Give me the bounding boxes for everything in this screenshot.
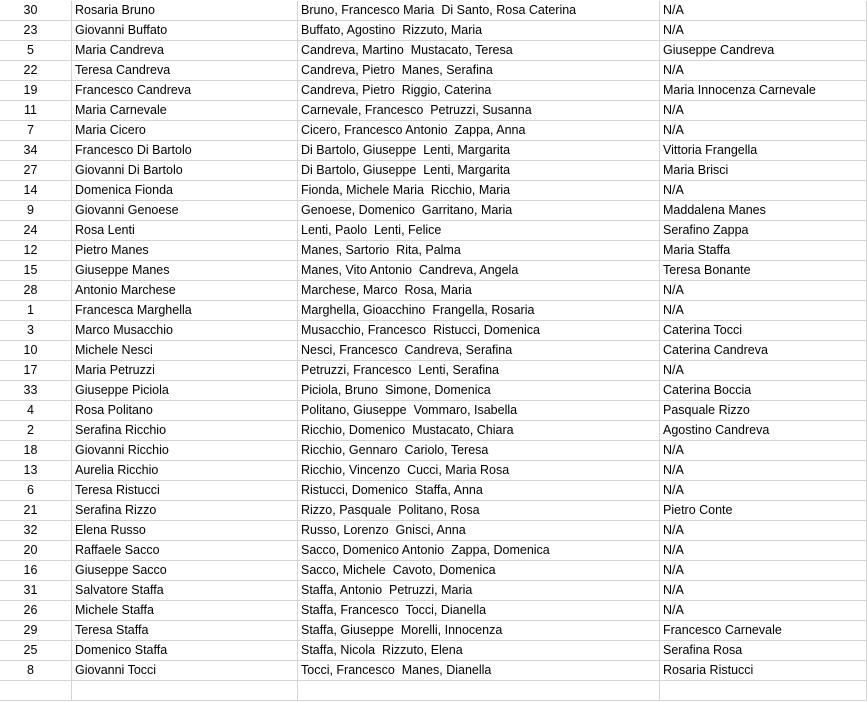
name-cell[interactable]: Teresa Ristucci [72, 481, 298, 501]
spouse-cell[interactable]: N/A [660, 181, 867, 201]
id-cell[interactable]: 17 [0, 361, 72, 381]
parents-cell[interactable]: Russo, Lorenzo Gnisci, Anna [298, 521, 660, 541]
name-cell[interactable]: Maria Cicero [72, 121, 298, 141]
empty-cell[interactable] [0, 681, 72, 701]
spouse-cell[interactable]: Francesco Carnevale [660, 621, 867, 641]
spouse-cell[interactable]: Pasquale Rizzo [660, 401, 867, 421]
parents-cell[interactable]: Genoese, Domenico Garritano, Maria [298, 201, 660, 221]
id-cell[interactable]: 10 [0, 341, 72, 361]
spouse-cell[interactable]: Rosaria Ristucci [660, 661, 867, 681]
id-cell[interactable]: 33 [0, 381, 72, 401]
spouse-cell[interactable]: Maria Innocenza Carnevale [660, 81, 867, 101]
parents-cell[interactable]: Bruno, Francesco Maria Di Santo, Rosa Caterina [298, 1, 660, 21]
spouse-cell[interactable]: Maria Staffa [660, 241, 867, 261]
id-cell[interactable]: 3 [0, 321, 72, 341]
name-cell[interactable]: Antonio Marchese [72, 281, 298, 301]
spouse-cell[interactable]: N/A [660, 601, 867, 621]
spouse-cell[interactable]: N/A [660, 1, 867, 21]
empty-cell[interactable] [298, 681, 660, 701]
parents-cell[interactable]: Staffa, Nicola Rizzuto, Elena [298, 641, 660, 661]
name-cell[interactable]: Rosaria Bruno [72, 1, 298, 21]
parents-cell[interactable]: Rizzo, Pasquale Politano, Rosa [298, 501, 660, 521]
id-cell[interactable]: 29 [0, 621, 72, 641]
parents-cell[interactable]: Di Bartolo, Giuseppe Lenti, Margarita [298, 161, 660, 181]
name-cell[interactable]: Maria Petruzzi [72, 361, 298, 381]
spouse-cell[interactable]: N/A [660, 101, 867, 121]
spouse-cell[interactable]: Serafino Zappa [660, 221, 867, 241]
spouse-cell[interactable]: Vittoria Frangella [660, 141, 867, 161]
spouse-cell[interactable]: N/A [660, 481, 867, 501]
id-cell[interactable]: 19 [0, 81, 72, 101]
parents-cell[interactable]: Musacchio, Francesco Ristucci, Domenica [298, 321, 660, 341]
id-cell[interactable]: 1 [0, 301, 72, 321]
id-cell[interactable]: 24 [0, 221, 72, 241]
id-cell[interactable]: 23 [0, 21, 72, 41]
spouse-cell[interactable]: Giuseppe Candreva [660, 41, 867, 61]
name-cell[interactable]: Teresa Staffa [72, 621, 298, 641]
spouse-cell[interactable]: Caterina Boccia [660, 381, 867, 401]
name-cell[interactable]: Rosa Politano [72, 401, 298, 421]
name-cell[interactable]: Michele Nesci [72, 341, 298, 361]
parents-cell[interactable]: Ricchio, Domenico Mustacato, Chiara [298, 421, 660, 441]
spouse-cell[interactable]: N/A [660, 441, 867, 461]
id-cell[interactable]: 28 [0, 281, 72, 301]
id-cell[interactable]: 26 [0, 601, 72, 621]
spouse-cell[interactable]: Caterina Candreva [660, 341, 867, 361]
name-cell[interactable]: Giovanni Ricchio [72, 441, 298, 461]
parents-cell[interactable]: Staffa, Antonio Petruzzi, Maria [298, 581, 660, 601]
name-cell[interactable]: Domenica Fionda [72, 181, 298, 201]
id-cell[interactable]: 12 [0, 241, 72, 261]
name-cell[interactable]: Michele Staffa [72, 601, 298, 621]
name-cell[interactable]: Francesco Di Bartolo [72, 141, 298, 161]
id-cell[interactable]: 4 [0, 401, 72, 421]
spouse-cell[interactable]: Teresa Bonante [660, 261, 867, 281]
parents-cell[interactable]: Piciola, Bruno Simone, Domenica [298, 381, 660, 401]
id-cell[interactable]: 30 [0, 1, 72, 21]
spouse-cell[interactable]: Serafina Rosa [660, 641, 867, 661]
spouse-cell[interactable]: N/A [660, 301, 867, 321]
parents-cell[interactable]: Manes, Sartorio Rita, Palma [298, 241, 660, 261]
spouse-cell[interactable]: N/A [660, 21, 867, 41]
name-cell[interactable]: Marco Musacchio [72, 321, 298, 341]
name-cell[interactable]: Rosa Lenti [72, 221, 298, 241]
spouse-cell[interactable]: N/A [660, 121, 867, 141]
parents-cell[interactable]: Cicero, Francesco Antonio Zappa, Anna [298, 121, 660, 141]
id-cell[interactable]: 14 [0, 181, 72, 201]
parents-cell[interactable]: Candreva, Martino Mustacato, Teresa [298, 41, 660, 61]
parents-cell[interactable]: Fionda, Michele Maria Ricchio, Maria [298, 181, 660, 201]
spouse-cell[interactable]: N/A [660, 61, 867, 81]
name-cell[interactable]: Domenico Staffa [72, 641, 298, 661]
id-cell[interactable]: 15 [0, 261, 72, 281]
id-cell[interactable]: 5 [0, 41, 72, 61]
parents-cell[interactable]: Candreva, Pietro Riggio, Caterina [298, 81, 660, 101]
id-cell[interactable]: 31 [0, 581, 72, 601]
parents-cell[interactable]: Carnevale, Francesco Petruzzi, Susanna [298, 101, 660, 121]
parents-cell[interactable]: Petruzzi, Francesco Lenti, Serafina [298, 361, 660, 381]
name-cell[interactable]: Giovanni Tocci [72, 661, 298, 681]
name-cell[interactable]: Francesca Marghella [72, 301, 298, 321]
spouse-cell[interactable]: N/A [660, 521, 867, 541]
id-cell[interactable]: 7 [0, 121, 72, 141]
spouse-cell[interactable]: Agostino Candreva [660, 421, 867, 441]
parents-cell[interactable]: Tocci, Francesco Manes, Dianella [298, 661, 660, 681]
id-cell[interactable]: 21 [0, 501, 72, 521]
parents-cell[interactable]: Ristucci, Domenico Staffa, Anna [298, 481, 660, 501]
name-cell[interactable]: Pietro Manes [72, 241, 298, 261]
parents-cell[interactable]: Staffa, Giuseppe Morelli, Innocenza [298, 621, 660, 641]
id-cell[interactable]: 8 [0, 661, 72, 681]
parents-cell[interactable]: Di Bartolo, Giuseppe Lenti, Margarita [298, 141, 660, 161]
id-cell[interactable]: 32 [0, 521, 72, 541]
name-cell[interactable]: Serafina Rizzo [72, 501, 298, 521]
name-cell[interactable]: Salvatore Staffa [72, 581, 298, 601]
parents-cell[interactable]: Candreva, Pietro Manes, Serafina [298, 61, 660, 81]
parents-cell[interactable]: Marchese, Marco Rosa, Maria [298, 281, 660, 301]
name-cell[interactable]: Giuseppe Manes [72, 261, 298, 281]
spouse-cell[interactable]: N/A [660, 561, 867, 581]
name-cell[interactable]: Giuseppe Sacco [72, 561, 298, 581]
parents-cell[interactable]: Buffato, Agostino Rizzuto, Maria [298, 21, 660, 41]
parents-cell[interactable]: Nesci, Francesco Candreva, Serafina [298, 341, 660, 361]
name-cell[interactable]: Teresa Candreva [72, 61, 298, 81]
id-cell[interactable]: 2 [0, 421, 72, 441]
id-cell[interactable]: 13 [0, 461, 72, 481]
name-cell[interactable]: Giovanni Genoese [72, 201, 298, 221]
empty-cell[interactable] [72, 681, 298, 701]
id-cell[interactable]: 20 [0, 541, 72, 561]
id-cell[interactable]: 6 [0, 481, 72, 501]
name-cell[interactable]: Francesco Candreva [72, 81, 298, 101]
empty-cell[interactable] [660, 681, 867, 701]
name-cell[interactable]: Elena Russo [72, 521, 298, 541]
parents-cell[interactable]: Staffa, Francesco Tocci, Dianella [298, 601, 660, 621]
parents-cell[interactable]: Sacco, Domenico Antonio Zappa, Domenica [298, 541, 660, 561]
parents-cell[interactable]: Manes, Vito Antonio Candreva, Angela [298, 261, 660, 281]
parents-cell[interactable]: Ricchio, Gennaro Cariolo, Teresa [298, 441, 660, 461]
parents-cell[interactable]: Ricchio, Vincenzo Cucci, Maria Rosa [298, 461, 660, 481]
spouse-cell[interactable]: N/A [660, 461, 867, 481]
id-cell[interactable]: 27 [0, 161, 72, 181]
id-cell[interactable]: 22 [0, 61, 72, 81]
spouse-cell[interactable]: Maria Brisci [660, 161, 867, 181]
spreadsheet-grid [0, 1, 867, 702]
id-cell[interactable]: 16 [0, 561, 72, 581]
parents-cell[interactable]: Lenti, Paolo Lenti, Felice [298, 221, 660, 241]
spouse-cell[interactable]: Maddalena Manes [660, 201, 867, 221]
parents-cell[interactable]: Sacco, Michele Cavoto, Domenica [298, 561, 660, 581]
id-cell[interactable]: 25 [0, 641, 72, 661]
name-cell[interactable]: Aurelia Ricchio [72, 461, 298, 481]
name-cell[interactable]: Giuseppe Piciola [72, 381, 298, 401]
parents-cell[interactable]: Marghella, Gioacchino Frangella, Rosaria [298, 301, 660, 321]
spouse-cell[interactable]: Pietro Conte [660, 501, 867, 521]
id-cell[interactable]: 18 [0, 441, 72, 461]
id-cell[interactable]: 11 [0, 101, 72, 121]
spouse-cell[interactable]: N/A [660, 581, 867, 601]
spouse-cell[interactable]: Caterina Tocci [660, 321, 867, 341]
id-cell[interactable]: 34 [0, 141, 72, 161]
name-cell[interactable]: Giovanni Di Bartolo [72, 161, 298, 181]
spouse-cell[interactable]: N/A [660, 361, 867, 381]
name-cell[interactable]: Serafina Ricchio [72, 421, 298, 441]
name-cell[interactable]: Raffaele Sacco [72, 541, 298, 561]
spouse-cell[interactable]: N/A [660, 281, 867, 301]
name-cell[interactable]: Maria Candreva [72, 41, 298, 61]
parents-cell[interactable]: Politano, Giuseppe Vommaro, Isabella [298, 401, 660, 421]
id-cell[interactable]: 9 [0, 201, 72, 221]
name-cell[interactable]: Maria Carnevale [72, 101, 298, 121]
spouse-cell[interactable]: N/A [660, 541, 867, 561]
name-cell[interactable]: Giovanni Buffato [72, 21, 298, 41]
